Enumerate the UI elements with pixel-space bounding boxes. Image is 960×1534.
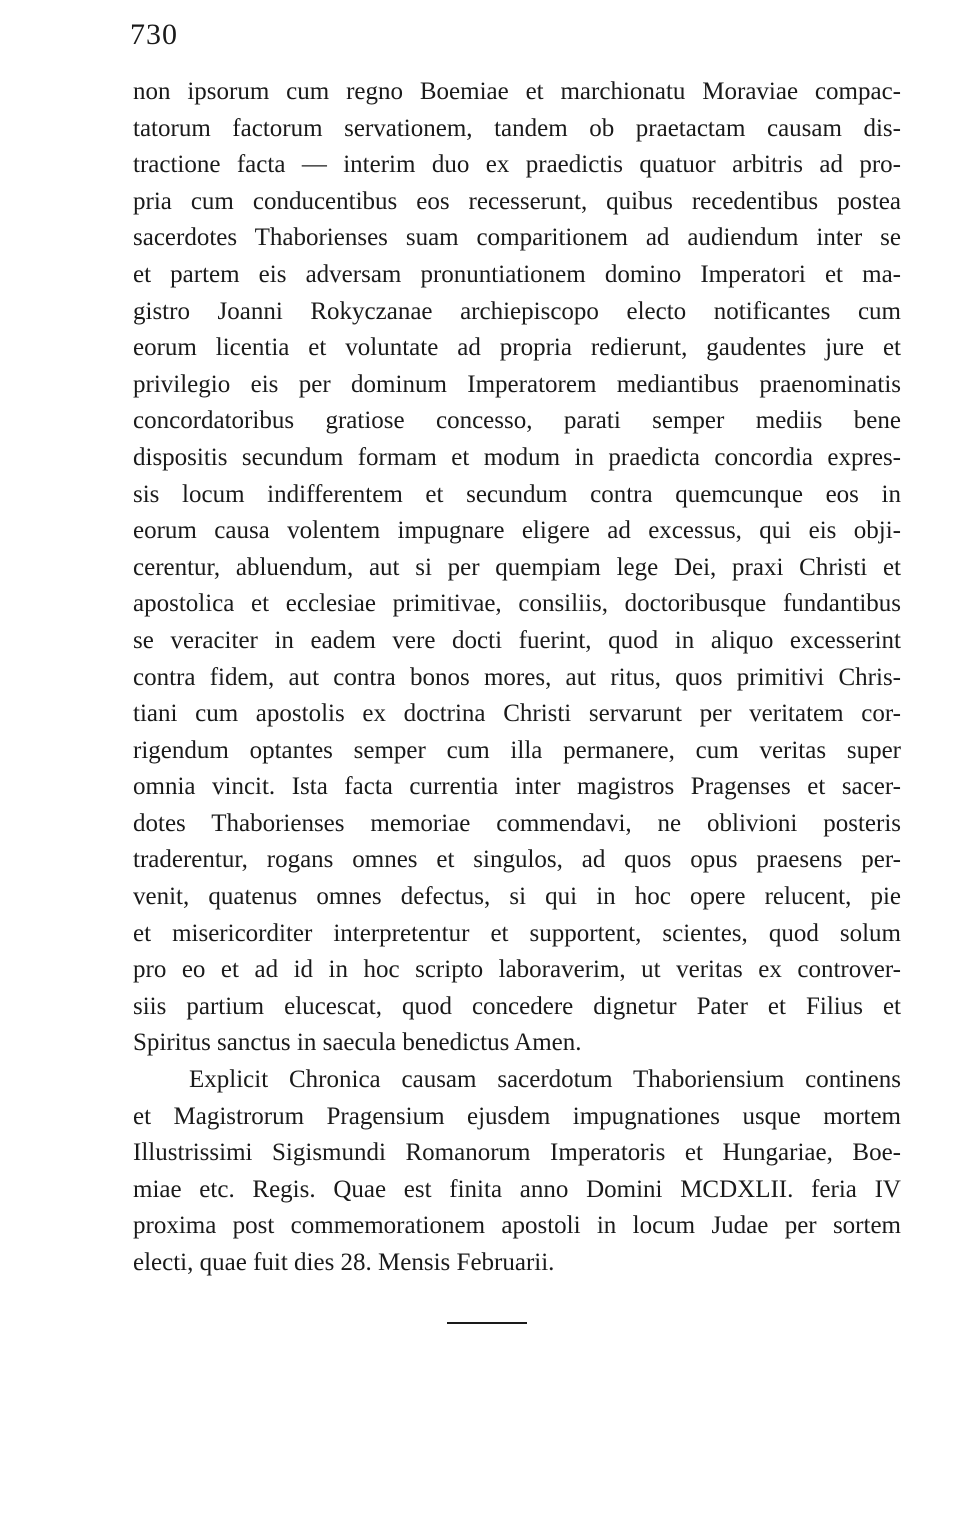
text-line: sacerdotes Thaborienses suam comparitionem ad audiendum inter se [133,224,901,252]
text-line: cerentur, abluendum, aut si per quempiam lege Dei, praxi Christi et [133,553,901,581]
text-line: et partem eis adversam pronuntiationem domino Imperatori et ma- [133,260,901,288]
text-line: eorum causa volentem impugnare eligere ad excessus, qui eis obji- [133,517,901,545]
text-line: pro eo et ad id in hoc scripto laboraverim, ut veritas ex controver- [133,956,901,984]
text-line: omnia vincit. Ista facta currentia inter magistros Pragenses et sacer- [133,773,901,801]
text-line: eorum licentia et voluntate ad propria redierunt, gaudentes jure et [133,334,901,362]
text-line: pria cum conducentibus eos recesserunt, quibus recedentibus postea [133,187,901,215]
text-line: non ipsorum cum regno Boemiae et marchionatu Moraviae compac- [133,78,901,105]
text-line: tractione facta — interim duo ex praedictis quatuor arbitris ad pro- [133,151,901,179]
text-line: venit, quatenus omnes defectus, si qui in hoc opere relucent, pie [133,883,901,911]
text-line: dotes Thaborienses memoriae commendavi, ne oblivioni posteris [133,809,901,837]
page-number: 730 [130,18,178,51]
text-line: contra fidem, aut contra bonos mores, aut ritus, quos primitivi Chris- [133,663,901,691]
body-text [133,74,901,1282]
text-line: Spiritus sanctus in saecula benedictus Amen. [133,1029,582,1057]
text-line: siis partium elucescat, quod concedere dignetur Pater et Filius et [133,992,901,1020]
text-line: et Magistrorum Pragensium ejusdem impugnationes usque mortem [133,1102,901,1130]
text-line: apostolica et ecclesiae primitivae, consiliis, doctoribusque fundantibus [133,590,901,618]
text-line: Explicit Chronica causam sacerdotum Thaboriensium continens [189,1066,901,1094]
text-line: miae etc. Regis. Quae est finita anno Domini MCDXLII. feria IV [133,1175,901,1203]
text-line: tatorum factorum servationem, tandem ob praetactam causam dis- [133,114,901,142]
text-line: et misericorditer interpretentur et supportent, scientes, quod solum [133,919,901,947]
text-line: se veraciter in eadem vere docti fuerint, quod in aliquo excesserint [133,626,901,654]
text-line: proxima post commemorationem apostoli in locum Judae per sortem [133,1212,901,1240]
text-line: gistro Joanni Rokyczanae archiepiscopo electo notificantes cum [133,297,901,325]
text-line: traderentur, rogans omnes et singulos, ad quos opus praesens per- [133,846,901,874]
text-line: rigendum optantes semper cum illa permanere, cum veritas super [133,736,901,764]
text-line: privilegio eis per dominum Imperatorem mediantibus praenominatis [133,370,901,398]
text-line: electi, quae fuit dies 28. Mensis Februarii. [133,1249,555,1276]
text-line: tiani cum apostolis ex doctrina Christi servarunt per veritatem cor- [133,700,901,728]
text-line: concordatoribus gratiose concesso, parati semper mediis bene [133,407,901,435]
text-line: dispositis secundum formam et modum in praedicta concordia expres- [133,443,901,471]
text-line: sis locum indifferentem et secundum contra quemcunque eos in [133,480,901,508]
section-divider [447,1322,527,1324]
text-line: Illustrissimi Sigismundi Romanorum Imperatoris et Hungariae, Boe- [133,1139,901,1167]
